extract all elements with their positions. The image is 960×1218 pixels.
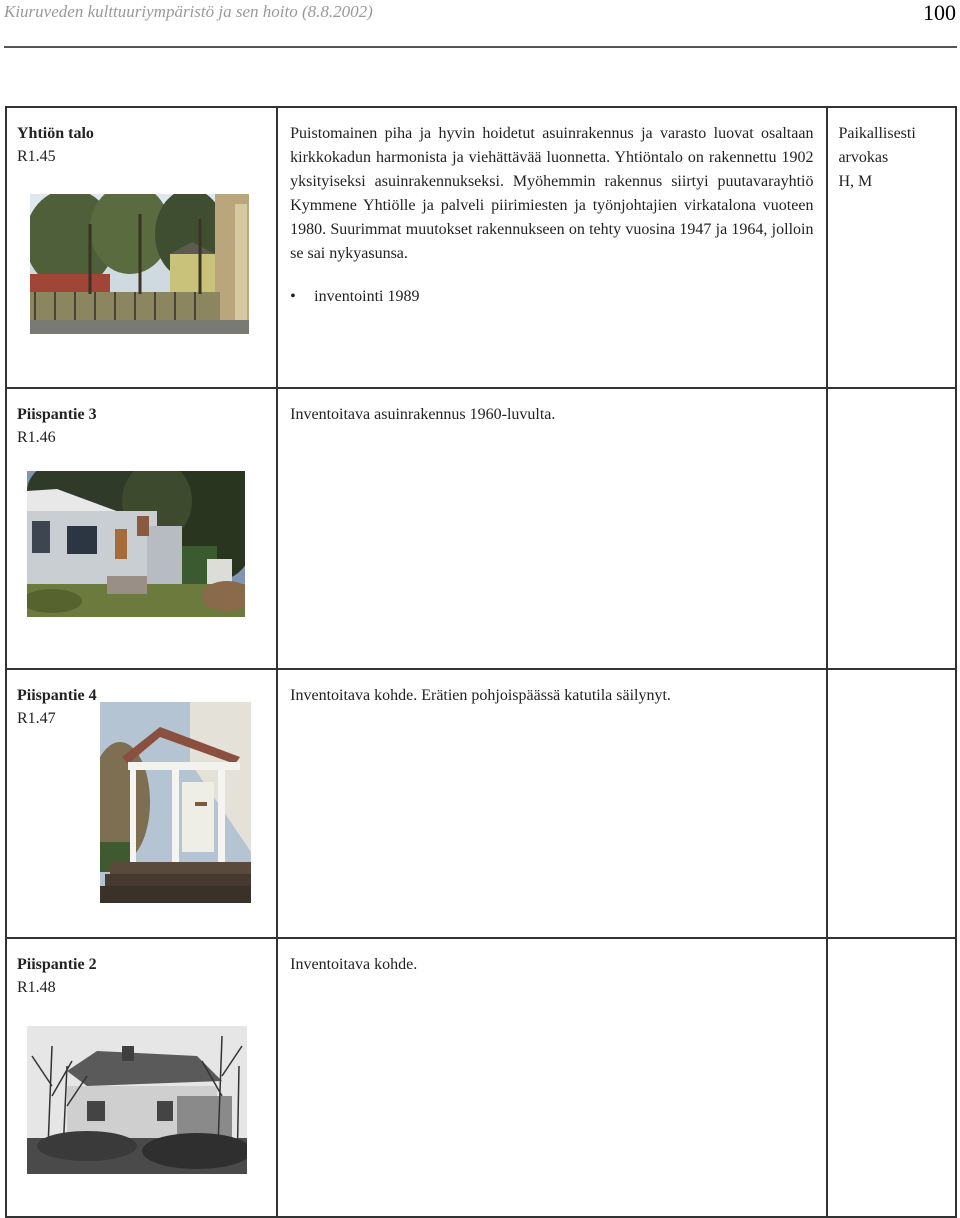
page-number: 100 [923,0,956,25]
table-row [6,669,956,938]
table-row [6,107,956,388]
description-cell [277,938,827,1217]
site-cell [6,669,277,938]
description-cell [277,669,827,938]
value-classification-1: Paikallisesti [838,125,916,142]
site-code: R1.45 [17,148,56,165]
building-photo [27,471,245,617]
value-cell [827,388,956,669]
bullet-icon: • [290,288,296,305]
value-cell [827,107,956,388]
site-code: R1.47 [17,710,56,727]
site-description: Inventoitava asuinrakennus 1960-luvulta. [290,406,556,423]
site-name: Yhtiön talo [17,125,94,142]
site-name: Piispantie 4 [17,687,97,704]
table-row [6,938,956,1217]
site-name: Piispantie 3 [17,406,97,423]
description-cell [277,107,827,388]
site-description: Puistomainen piha ja hyvin hoidetut asuinrakennus ja varasto luovat osaltaan kirkkokadun harmonista ja viehättävää luonnetta. Yhtiöntalo on rakennettu 1902 yksityiseksi asuinrakennukseksi. Myöhemmin rakennus siirtyi puutavarayhtiö Kymmene Yhtiölle ja palveli piirimiesten ja työnjohtajien virkatalona vuoteen 1980. Suurimmat muutokset rakennukseen on tehty vuosina 1947 ja 1964, jolloin se sai nykyasunsa. [290,125,814,262]
inventory-note: inventointi 1989 [314,288,420,305]
building-photo [100,702,251,903]
value-cell [827,938,956,1217]
site-cell [6,388,277,669]
list-item [288,288,816,306]
header-rule [4,46,957,48]
site-description: Inventoitava kohde. Erätien pohjoispäässä katutila säilynyt. [290,687,671,704]
site-cell [6,107,277,388]
value-cell [827,669,956,938]
site-name: Piispantie 2 [17,956,97,973]
description-cell [277,388,827,669]
site-cell [6,938,277,1217]
site-description: Inventoitava kohde. [290,956,418,973]
building-photo [30,194,249,334]
page-header-title: Kiuruveden kulttuuriympäristö ja sen hoito (8.8.2002) [4,2,373,21]
site-code: R1.48 [17,979,56,996]
value-classification-2: arvokas [838,149,889,166]
value-classification-3: H, M [838,173,873,190]
table-row [6,388,956,669]
building-photo [27,1026,247,1174]
inventory-table [5,106,957,1218]
site-code: R1.46 [17,429,56,446]
